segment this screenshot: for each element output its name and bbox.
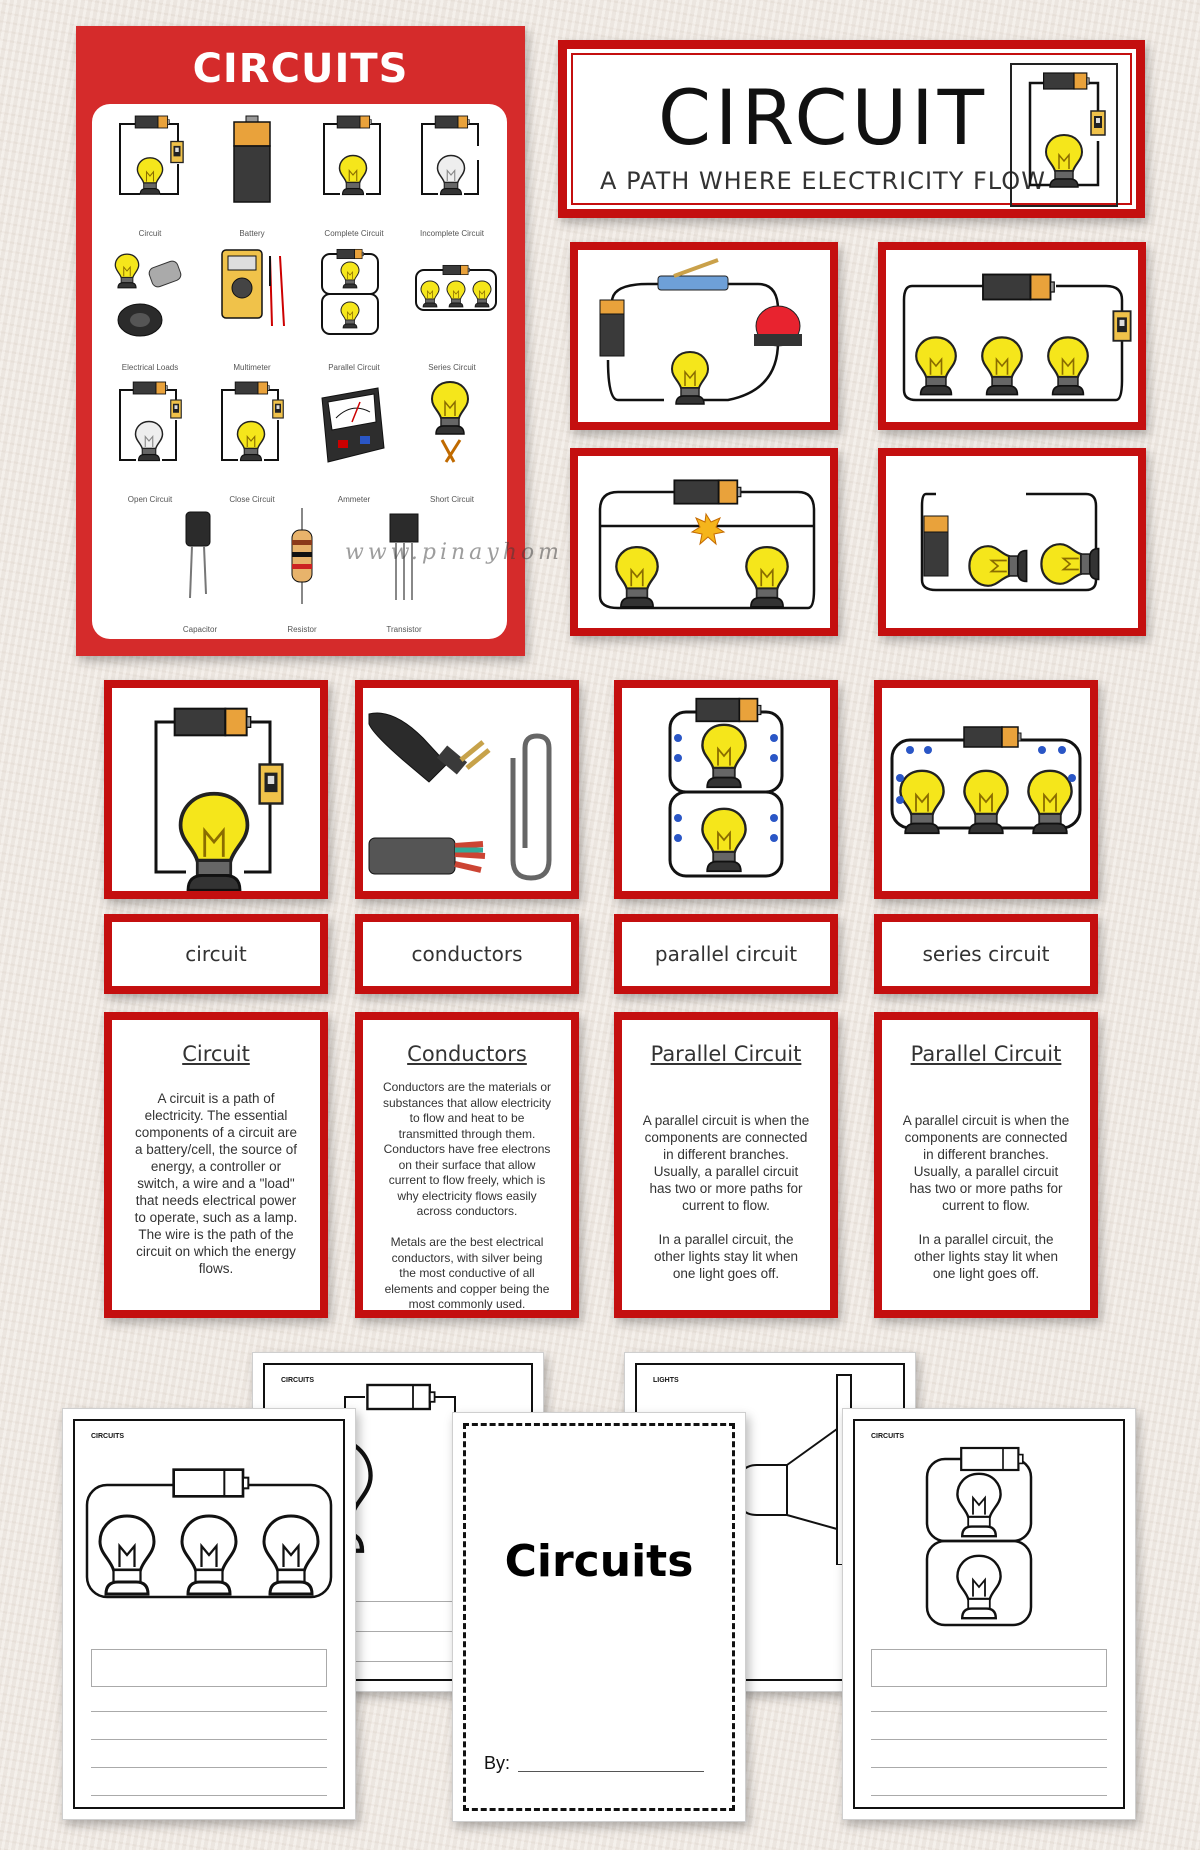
poster-label: Incomplete Circuit xyxy=(419,229,485,238)
poster-item-complete-circuit xyxy=(302,112,406,238)
poster-label: Parallel Circuit xyxy=(328,363,380,372)
label-card-text: series circuit xyxy=(922,942,1050,966)
definition-card-title: Parallel Circuit xyxy=(650,1042,802,1066)
series-circuit-picture-icon xyxy=(882,688,1090,891)
writing-line xyxy=(91,1739,327,1740)
illustration-card-two-bulbs xyxy=(878,448,1146,636)
booklet-cover-border xyxy=(463,1423,735,1811)
definition-card-parallel-circuit xyxy=(614,1012,838,1318)
poster-item-parallel-circuit xyxy=(302,246,406,372)
label-card-conductors xyxy=(355,914,579,994)
writing-line xyxy=(91,1767,327,1768)
illustration-card-circuit-with-buzzer xyxy=(570,242,838,430)
poster-item-incomplete-circuit xyxy=(400,112,504,238)
poster-label: Circuit xyxy=(138,229,162,238)
battery-icon xyxy=(212,112,292,212)
booklet-cover xyxy=(452,1412,746,1822)
short-circuit-diagram-icon xyxy=(578,456,830,628)
poster-label: Multimeter xyxy=(233,363,271,372)
booklet-page-parallel-circuit xyxy=(842,1408,1136,1820)
booklet-page-border xyxy=(853,1419,1125,1809)
poster-label: Series Circuit xyxy=(428,363,476,372)
watermark: www.pinayhom xyxy=(345,540,563,565)
illustration-card-series-circuit xyxy=(878,242,1146,430)
writing-box xyxy=(91,1649,327,1687)
label-card-parallel-circuit xyxy=(614,914,838,994)
electrical-loads-icon xyxy=(110,246,190,346)
poster-item-open-circuit xyxy=(98,378,202,504)
title-card-heading: CIRCUIT xyxy=(657,73,989,162)
writing-line xyxy=(91,1795,327,1796)
definition-card-series-circuit xyxy=(874,1012,1098,1318)
circuit-icon xyxy=(110,112,190,212)
capacitor-icon xyxy=(160,508,240,608)
complete-circuit-icon xyxy=(314,112,394,212)
writing-line xyxy=(871,1711,1107,1712)
picture-card-parallel-circuit xyxy=(614,680,838,899)
poster-label: Resistor xyxy=(287,625,317,634)
poster-item-multimeter xyxy=(200,246,304,372)
poster-item-electrical-loads xyxy=(98,246,202,372)
booklet-cover-name-line xyxy=(518,1771,704,1772)
multimeter-icon xyxy=(212,246,292,346)
definition-card-body: A parallel circuit is when the components are connected in different branches. Usually, a parallel circuit has two or more paths for current to flow. In a parallel circuit, the other lights stay lit when one light goes off. xyxy=(642,1113,810,1281)
poster-label: Short Circuit xyxy=(429,495,474,504)
resistor-icon xyxy=(262,508,342,608)
booklet-series-circuit-icon xyxy=(75,1441,347,1641)
label-card-text: parallel circuit xyxy=(654,942,798,966)
poster-item-circuit xyxy=(98,112,202,238)
booklet-page-tag: CIRCUITS xyxy=(281,1377,315,1384)
series-circuit-icon xyxy=(412,246,502,346)
incomplete-circuit-icon xyxy=(412,112,492,212)
title-card-subtitle: A PATH WHERE ELECTRICITY FLOW xyxy=(600,167,1046,195)
poster-item-short-circuit xyxy=(400,378,504,504)
parallel-circuit-picture-icon xyxy=(622,688,830,891)
conductors-picture-icon xyxy=(363,688,571,891)
title-card-inner xyxy=(571,53,1132,205)
writing-line xyxy=(871,1767,1107,1768)
booklet-cover-title: Circuits xyxy=(504,1536,694,1587)
poster-item-capacitor xyxy=(148,508,252,634)
definition-card-circuit xyxy=(104,1012,328,1318)
booklet-page-series-circuit xyxy=(62,1408,356,1820)
close-circuit-icon xyxy=(212,378,292,478)
writing-line xyxy=(871,1795,1107,1796)
poster-label: Electrical Loads xyxy=(121,363,179,372)
writing-box xyxy=(871,1649,1107,1687)
ammeter-icon xyxy=(314,378,394,478)
definition-card-body: A parallel circuit is when the components are connected in different branches. Usually, a parallel circuit has two or more paths for current to flow. In a parallel circuit, the other lights stay lit when one light goes off. xyxy=(902,1113,1070,1281)
poster-label: Close Circuit xyxy=(229,495,275,504)
label-card-circuit xyxy=(104,914,328,994)
two-bulbs-battery-icon xyxy=(886,456,1138,628)
circuit-picture-icon xyxy=(112,688,320,891)
label-card-text: circuit xyxy=(185,942,247,966)
picture-card-conductors xyxy=(355,680,579,899)
poster-label: Transistor xyxy=(386,625,422,634)
poster-item-close-circuit xyxy=(200,378,304,504)
definition-card-title: Circuit xyxy=(182,1042,250,1066)
poster-label: Open Circuit xyxy=(127,495,173,504)
picture-card-circuit xyxy=(104,680,328,899)
poster-item-resistor xyxy=(250,508,354,634)
poster-title: CIRCUITS xyxy=(192,46,409,92)
poster-item-battery xyxy=(200,112,304,238)
circuit-with-buzzer-icon xyxy=(578,250,830,422)
definition-card-conductors xyxy=(355,1012,579,1318)
booklet-page-tag: CIRCUITS xyxy=(91,1433,125,1440)
parallel-circuit-icon xyxy=(314,246,394,346)
poster-item-transistor xyxy=(352,508,456,634)
definition-card-body: A circuit is a path of electricity. The essential components of a circuit are a battery/cell, the source of energy, a controller or switch, a wire and a "load" that needs electrical power to operate, such as a lamp. The wire is the path of the circuit on which the energy flows. xyxy=(134,1091,298,1276)
definition-card-title: Parallel Circuit xyxy=(910,1042,1062,1066)
booklet-cover-by: By: xyxy=(484,1753,511,1773)
booklet-page-tag: LIGHTS xyxy=(653,1377,679,1384)
booklet-page-tag: CIRCUITS xyxy=(871,1433,905,1440)
series-with-switch-icon xyxy=(886,250,1138,422)
poster-label: Battery xyxy=(239,229,265,238)
writing-line xyxy=(871,1739,1107,1740)
title-card-circuit-icon xyxy=(1010,63,1118,207)
poster-item-series-circuit xyxy=(400,246,504,372)
label-card-text: conductors xyxy=(411,942,523,966)
poster-item-ammeter xyxy=(302,378,406,504)
picture-card-series-circuit xyxy=(874,680,1098,899)
definition-card-title: Conductors xyxy=(407,1042,527,1066)
short-circuit-icon xyxy=(412,378,492,478)
booklet-page-border xyxy=(73,1419,345,1809)
poster-label: Complete Circuit xyxy=(324,229,384,238)
label-card-series-circuit xyxy=(874,914,1098,994)
booklet-parallel-circuit-icon xyxy=(855,1435,1127,1635)
writing-line xyxy=(91,1711,327,1712)
illustration-card-short-circuit xyxy=(570,448,838,636)
poster-label: Capacitor xyxy=(182,625,218,634)
poster-label: Ammeter xyxy=(337,495,371,504)
open-circuit-icon xyxy=(110,378,190,478)
definition-card-body: Conductors are the materials or substances that allow electricity to flow and heat to be transmitted through them. Conductors have free electrons on their surface that allow current to flow freely, which is why electricity flows easily across conductors. Metals are the best electrical conductors, with silver being the most conductive of all elements and copper being the most commonly used. xyxy=(382,1080,552,1311)
title-card xyxy=(558,40,1145,218)
